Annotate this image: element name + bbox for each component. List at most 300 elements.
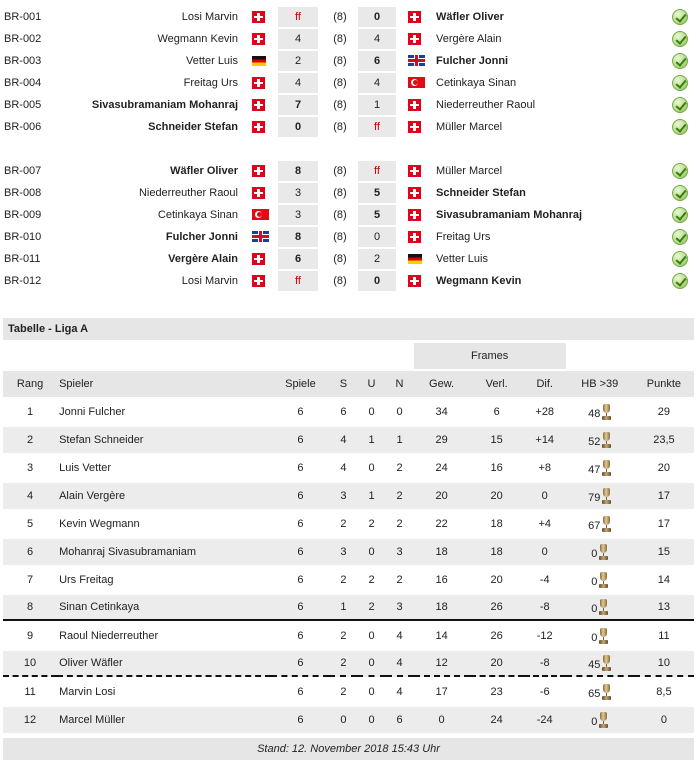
cell-gew: 18 <box>414 595 470 621</box>
trophy-icon <box>599 712 608 728</box>
match-row <box>0 270 700 292</box>
cell-n: 0 <box>386 399 414 425</box>
table-row <box>3 539 694 565</box>
cell-u: 0 <box>357 399 385 425</box>
cell-hb <box>566 707 634 733</box>
home-flag <box>252 99 265 111</box>
match-row <box>0 182 700 204</box>
table-row <box>3 511 694 537</box>
flag-ch-icon <box>252 11 265 23</box>
cell-hb <box>566 399 634 425</box>
match-id: BR-011 <box>4 253 41 265</box>
cell-gew: 22 <box>414 511 470 537</box>
trophy-icon <box>599 544 608 560</box>
cell-gew: 17 <box>414 679 470 705</box>
away-flag <box>408 11 421 23</box>
match-row <box>0 226 700 248</box>
check-icon <box>672 229 688 245</box>
home-flag <box>252 33 265 45</box>
hb-value <box>588 432 611 448</box>
cell-spiele: 6 <box>271 595 329 621</box>
match-row <box>0 72 700 94</box>
best-of: (8) <box>333 99 347 111</box>
cell-verl: 20 <box>470 483 524 509</box>
cell-rang: 3 <box>3 455 57 481</box>
table-row <box>3 595 694 621</box>
check-icon <box>672 53 688 69</box>
cell-dif: -8 <box>524 651 566 677</box>
cell-rang: 9 <box>3 623 57 649</box>
cell-spiele: 6 <box>271 511 329 537</box>
match-row <box>0 116 700 138</box>
match-group-1 <box>0 6 700 138</box>
cell-s: 2 <box>329 511 357 537</box>
cell-hb <box>566 539 634 565</box>
match-status <box>672 207 688 223</box>
home-flag <box>252 11 265 23</box>
cell-punkte: 29 <box>634 399 694 425</box>
check-icon <box>672 251 688 267</box>
cell-u: 2 <box>357 595 385 621</box>
cell-u: 0 <box>357 707 385 733</box>
check-icon <box>672 273 688 289</box>
match-id: BR-012 <box>4 275 42 287</box>
check-icon <box>672 31 688 47</box>
check-icon <box>672 163 688 179</box>
cell-gew: 14 <box>414 623 470 649</box>
away-score: ff <box>358 161 396 181</box>
best-of: (8) <box>333 33 347 45</box>
flag-ch-icon <box>408 231 421 243</box>
col-dif: Dif. <box>524 371 566 397</box>
match-id: BR-006 <box>4 121 42 133</box>
last-updated: Stand: 12. November 2018 15:43 Uhr <box>3 738 694 760</box>
best-of: (8) <box>333 77 347 89</box>
away-flag <box>408 55 425 67</box>
away-player: Fulcher Jonni <box>436 55 509 67</box>
cell-spiele: 6 <box>271 679 329 705</box>
check-icon <box>672 75 688 91</box>
flag-ch-icon <box>408 165 421 177</box>
cell-n: 2 <box>386 483 414 509</box>
standings-body <box>3 399 694 733</box>
table-row <box>3 623 694 649</box>
table-header <box>3 371 694 397</box>
away-player: Cetinkaya Sinan <box>436 77 517 89</box>
cell-n: 2 <box>386 567 414 593</box>
home-flag <box>252 187 265 199</box>
match-row <box>0 94 700 116</box>
best-of: (8) <box>333 187 347 199</box>
home-player: Wegmann Kevin <box>157 33 238 45</box>
match-id: BR-004 <box>4 77 42 89</box>
home-flag <box>252 231 269 243</box>
cell-verl: 16 <box>470 455 524 481</box>
cell-hb <box>566 651 634 677</box>
match-status <box>672 75 688 91</box>
cell-rang: 1 <box>3 399 57 425</box>
best-of: (8) <box>333 209 347 221</box>
hb-value <box>588 488 611 504</box>
cell-verl: 24 <box>470 707 524 733</box>
table-row <box>3 483 694 509</box>
flag-de-icon <box>252 56 266 66</box>
trophy-icon <box>599 628 608 644</box>
cell-rang: 7 <box>3 567 57 593</box>
match-id: BR-007 <box>4 165 42 177</box>
cell-punkte: 8,5 <box>634 679 694 705</box>
hb-number: 0 <box>591 632 598 644</box>
cell-dif: +28 <box>524 399 566 425</box>
cell-spieler: Raoul Niederreuther <box>57 623 271 649</box>
trophy-icon <box>602 460 611 476</box>
flag-gb-icon <box>252 231 269 242</box>
hb-number: 48 <box>588 408 601 420</box>
cell-verl: 23 <box>470 679 524 705</box>
best-of: (8) <box>333 275 347 287</box>
cell-hb <box>566 483 634 509</box>
cell-dif: -6 <box>524 679 566 705</box>
cell-gew: 16 <box>414 567 470 593</box>
cell-hb <box>566 567 634 593</box>
away-score: 4 <box>358 73 396 93</box>
cell-spiele: 6 <box>271 623 329 649</box>
trophy-icon <box>599 599 608 615</box>
home-score: ff <box>278 7 318 27</box>
table-row <box>3 679 694 705</box>
cell-u: 0 <box>357 455 385 481</box>
cell-u: 0 <box>357 623 385 649</box>
col-s: S <box>329 371 357 397</box>
cell-u: 0 <box>357 651 385 677</box>
best-of: (8) <box>333 231 347 243</box>
cell-s: 2 <box>329 679 357 705</box>
match-id: BR-003 <box>4 55 42 67</box>
cell-s: 6 <box>329 399 357 425</box>
home-player: Losi Marvin <box>181 11 238 23</box>
cell-n: 4 <box>386 651 414 677</box>
hb-number: 65 <box>588 688 601 700</box>
cell-spieler: Marvin Losi <box>57 679 271 705</box>
match-status <box>672 163 688 179</box>
best-of: (8) <box>333 165 347 177</box>
match-status <box>672 251 688 267</box>
home-flag <box>252 77 265 89</box>
home-flag <box>252 165 265 177</box>
standings-table <box>3 341 694 735</box>
flag-ch-icon <box>252 275 265 287</box>
cell-dif: -24 <box>524 707 566 733</box>
trophy-icon <box>602 432 611 448</box>
hb-value <box>591 599 608 615</box>
frames-header: Frames <box>414 343 566 369</box>
cell-gew: 18 <box>414 539 470 565</box>
match-status <box>672 119 688 135</box>
home-player: Schneider Stefan <box>148 121 238 133</box>
check-icon <box>672 119 688 135</box>
check-icon <box>672 207 688 223</box>
cell-rang: 10 <box>3 651 57 677</box>
flag-ch-icon <box>408 275 421 287</box>
hb-value <box>591 544 608 560</box>
flag-ch-icon <box>408 99 421 111</box>
group-spacer <box>0 138 700 160</box>
cell-spiele: 6 <box>271 707 329 733</box>
cell-spieler: Stefan Schneider <box>57 427 271 453</box>
match-id: BR-008 <box>4 187 42 199</box>
away-flag <box>408 77 425 89</box>
col-n: N <box>386 371 414 397</box>
cell-s: 2 <box>329 651 357 677</box>
cell-spiele: 6 <box>271 427 329 453</box>
cell-n: 2 <box>386 455 414 481</box>
cell-s: 0 <box>329 707 357 733</box>
best-of: (8) <box>333 253 347 265</box>
away-score: 6 <box>358 51 396 71</box>
home-player: Vergère Alain <box>168 253 238 265</box>
col-hb: HB >39 <box>566 371 634 397</box>
match-row <box>0 50 700 72</box>
cell-dif: 0 <box>524 483 566 509</box>
hb-value <box>591 572 608 588</box>
cell-rang: 6 <box>3 539 57 565</box>
cell-dif: -12 <box>524 623 566 649</box>
home-player: Wäfler Oliver <box>170 165 238 177</box>
away-score: 4 <box>358 29 396 49</box>
table-row <box>3 427 694 453</box>
flag-ch-icon <box>252 187 265 199</box>
home-score: 7 <box>278 95 318 115</box>
table-row <box>3 651 694 677</box>
cell-n: 4 <box>386 623 414 649</box>
cell-u: 1 <box>357 483 385 509</box>
match-status <box>672 31 688 47</box>
cell-spieler: Jonni Fulcher <box>57 399 271 425</box>
cell-punkte: 20 <box>634 455 694 481</box>
cell-gew: 34 <box>414 399 470 425</box>
match-row <box>0 204 700 226</box>
cell-n: 4 <box>386 679 414 705</box>
cell-hb <box>566 595 634 621</box>
away-score: 0 <box>358 271 396 291</box>
flag-ch-icon <box>408 121 421 133</box>
cell-verl: 18 <box>470 539 524 565</box>
cell-s: 2 <box>329 567 357 593</box>
match-group-2 <box>0 160 700 292</box>
flag-ch-icon <box>252 99 265 111</box>
match-status <box>672 97 688 113</box>
cell-verl: 26 <box>470 623 524 649</box>
cell-spieler: Luis Vetter <box>57 455 271 481</box>
away-player: Vetter Luis <box>436 253 488 265</box>
cell-spieler: Kevin Wegmann <box>57 511 271 537</box>
away-flag <box>408 99 421 111</box>
away-player: Schneider Stefan <box>436 187 526 199</box>
cell-gew: 29 <box>414 427 470 453</box>
cell-dif: +14 <box>524 427 566 453</box>
cell-gew: 0 <box>414 707 470 733</box>
home-score: 0 <box>278 117 318 137</box>
flag-ch-icon <box>408 11 421 23</box>
hb-number: 67 <box>588 520 601 532</box>
cell-spiele: 6 <box>271 539 329 565</box>
hb-value <box>591 712 608 728</box>
cell-hb <box>566 623 634 649</box>
flag-ch-icon <box>252 253 265 265</box>
away-player: Müller Marcel <box>436 121 503 133</box>
cell-s: 3 <box>329 539 357 565</box>
match-row <box>0 248 700 270</box>
away-player: Vergère Alain <box>436 33 502 45</box>
col-verl: Verl. <box>470 371 524 397</box>
match-id: BR-005 <box>4 99 42 111</box>
home-score: 3 <box>278 183 318 203</box>
away-score: 1 <box>358 95 396 115</box>
home-player: Fulcher Jonni <box>165 231 238 243</box>
table-title: Tabelle - Liga A <box>3 318 694 340</box>
cell-hb <box>566 679 634 705</box>
away-flag <box>408 165 421 177</box>
cell-spieler: Mohanraj Sivasubramaniam <box>57 539 271 565</box>
hb-value <box>588 684 611 700</box>
col-u: U <box>357 371 385 397</box>
check-icon <box>672 9 688 25</box>
col-punkte: Punkte <box>634 371 694 397</box>
home-score: 6 <box>278 249 318 269</box>
cell-dif: +8 <box>524 455 566 481</box>
trophy-icon <box>602 516 611 532</box>
cell-n: 6 <box>386 707 414 733</box>
flag-ch-icon <box>252 77 265 89</box>
away-player: Wegmann Kevin <box>436 275 522 287</box>
cell-spieler: Sinan Cetinkaya <box>57 595 271 621</box>
hb-number: 0 <box>591 603 598 615</box>
check-icon <box>672 185 688 201</box>
trophy-icon <box>602 684 611 700</box>
away-player: Müller Marcel <box>436 165 503 177</box>
cell-s: 4 <box>329 427 357 453</box>
away-score: 0 <box>358 7 396 27</box>
away-flag <box>408 253 422 265</box>
away-flag <box>408 275 421 287</box>
trophy-icon <box>602 655 611 671</box>
cell-spiele: 6 <box>271 567 329 593</box>
away-score: 2 <box>358 249 396 269</box>
flag-ch-icon <box>408 33 421 45</box>
home-flag <box>252 209 269 221</box>
cell-u: 0 <box>357 539 385 565</box>
match-row <box>0 160 700 182</box>
flag-tr-icon <box>252 209 269 220</box>
hb-number: 52 <box>588 436 601 448</box>
away-player: Wäfler Oliver <box>436 11 504 23</box>
cell-n: 1 <box>386 427 414 453</box>
table-row <box>3 399 694 425</box>
cell-n: 3 <box>386 539 414 565</box>
home-score: 4 <box>278 29 318 49</box>
home-player: Niederreuther Raoul <box>138 187 238 199</box>
trophy-icon <box>602 404 611 420</box>
home-score: 3 <box>278 205 318 225</box>
flag-ch-icon <box>408 187 421 199</box>
table-row <box>3 567 694 593</box>
cell-punkte: 23,5 <box>634 427 694 453</box>
cell-punkte: 13 <box>634 595 694 621</box>
away-flag <box>408 33 421 45</box>
cell-gew: 24 <box>414 455 470 481</box>
best-of: (8) <box>333 11 347 23</box>
home-player: Sivasubramaniam Mohanraj <box>91 99 238 111</box>
cell-hb <box>566 455 634 481</box>
hb-value <box>588 404 611 420</box>
cell-s: 2 <box>329 623 357 649</box>
home-score: 2 <box>278 51 318 71</box>
cell-spiele: 6 <box>271 455 329 481</box>
home-player: Losi Marvin <box>181 275 238 287</box>
flag-tr-icon <box>408 77 425 88</box>
col-rang: Rang <box>3 371 57 397</box>
best-of: (8) <box>333 55 347 67</box>
cell-gew: 12 <box>414 651 470 677</box>
away-player: Niederreuther Raoul <box>436 99 536 111</box>
home-player: Freitag Urs <box>183 77 238 89</box>
cell-gew: 20 <box>414 483 470 509</box>
cell-punkte: 14 <box>634 567 694 593</box>
match-id: BR-009 <box>4 209 42 221</box>
cell-dif: -4 <box>524 567 566 593</box>
home-flag <box>252 121 265 133</box>
away-flag <box>408 121 421 133</box>
cell-s: 3 <box>329 483 357 509</box>
hb-value <box>588 655 611 671</box>
cell-spiele: 6 <box>271 651 329 677</box>
match-status <box>672 185 688 201</box>
col-gew: Gew. <box>414 371 470 397</box>
cell-dif: 0 <box>524 539 566 565</box>
match-row <box>0 6 700 28</box>
trophy-icon <box>602 488 611 504</box>
cell-n: 3 <box>386 595 414 621</box>
hb-value <box>588 460 611 476</box>
match-status <box>672 273 688 289</box>
hb-number: 79 <box>588 492 601 504</box>
cell-u: 0 <box>357 679 385 705</box>
match-status <box>672 9 688 25</box>
flag-ch-icon <box>252 165 265 177</box>
col-spiele: Spiele <box>271 371 329 397</box>
cell-verl: 26 <box>470 595 524 621</box>
cell-spieler: Urs Freitag <box>57 567 271 593</box>
away-player: Freitag Urs <box>436 231 491 243</box>
cell-hb <box>566 511 634 537</box>
match-id: BR-002 <box>4 33 42 45</box>
flag-ch-icon <box>252 33 265 45</box>
home-flag <box>252 55 266 67</box>
home-player: Cetinkaya Sinan <box>157 209 238 221</box>
cell-rang: 5 <box>3 511 57 537</box>
match-id: BR-001 <box>4 11 42 23</box>
match-list <box>0 6 700 292</box>
match-status <box>672 229 688 245</box>
home-score: 8 <box>278 161 318 181</box>
home-player: Vetter Luis <box>186 55 238 67</box>
away-flag <box>408 187 421 199</box>
away-score: 0 <box>358 227 396 247</box>
check-icon <box>672 97 688 113</box>
hb-number: 47 <box>588 464 601 476</box>
cell-punkte: 11 <box>634 623 694 649</box>
cell-u: 2 <box>357 567 385 593</box>
